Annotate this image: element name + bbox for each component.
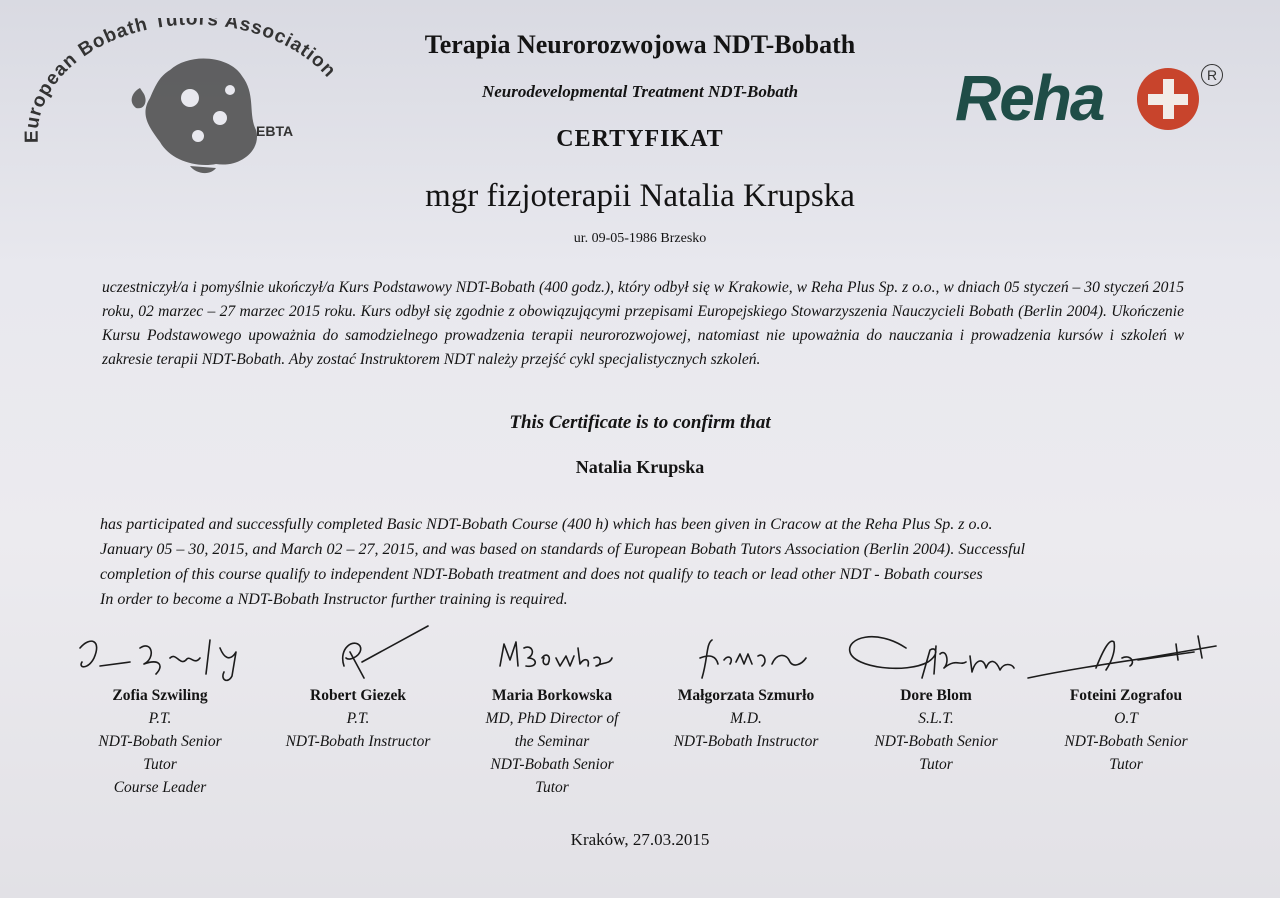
signatory-role: Tutor [1109, 756, 1143, 773]
signatory-role: the Seminar [514, 733, 590, 750]
place-and-date: Kraków, 27.03.2015 [570, 830, 710, 849]
logo-wordmark: Reha [955, 62, 1104, 134]
signatory-role: M.D. [730, 710, 762, 727]
confirm-heading: This Certificate is to confirm that [509, 412, 771, 433]
signatory-role: NDT-Bobath Instructor [285, 733, 431, 750]
signatory-name: Zofia Szwiling [112, 687, 208, 704]
body-en-line: has participated and successfully completed Basic NDT-Bobath Course (400 h) which has been given in Cracow at the Reha Plus Sp. z o.o. [100, 516, 993, 533]
signatory-name: Foteini Zografou [1069, 687, 1183, 704]
signatory-role: Tutor [919, 756, 953, 773]
signatory-role: Tutor [535, 779, 569, 796]
signatory-name: Robert Giezek [310, 687, 406, 704]
signatory-role: S.L.T. [918, 710, 954, 727]
signatory-block [826, 618, 1046, 776]
signatory-name: Małgorzata Szmurło [677, 687, 815, 704]
signatory-block [50, 618, 270, 799]
signatory-role: MD, PhD Director of [485, 710, 619, 727]
certificate-label: CERTYFIKAT [556, 126, 724, 152]
seal-emblem-icon [132, 59, 257, 174]
body-en-line: January 05 – 30, 2015, and March 02 – 27, 2015, and was based on standards of European Bobath Tutors Association (Berlin 2004). Successful [100, 541, 1026, 558]
seal-ring-text: European Bobath Tutors Association [21, 18, 341, 144]
seal-abbreviation: EBTA [256, 123, 294, 139]
certificate-title: Terapia Neurorozwojowa NDT-Bobath [424, 30, 856, 59]
signature-icon [1026, 618, 1226, 690]
body-en-line: In order to become a NDT-Bobath Instructor further training is required. [100, 591, 568, 608]
signature-icon [60, 618, 260, 690]
signature-icon [836, 618, 1036, 690]
signatory-role: P.T. [148, 710, 172, 727]
reha-plus-logo [955, 62, 1225, 142]
registered-mark: R [1201, 64, 1223, 86]
signatory-role: P.T. [346, 710, 370, 727]
signatory-name: Dore Blom [900, 687, 972, 704]
signatory-role: Course Leader [113, 779, 207, 796]
birth-info: ur. 09-05-1986 Brzesko [573, 231, 707, 246]
plus-circle-icon [1137, 68, 1199, 130]
signatory-block [442, 618, 662, 799]
signatory-role: NDT-Bobath Senior [490, 756, 614, 773]
signatory-block [636, 618, 856, 753]
body-en-line: completion of this course qualify to independent NDT-Bobath treatment and does not qualify to teach or lead other NDT - Bobath courses [100, 566, 983, 583]
certificate-body-english [100, 512, 1190, 612]
signatory-role: NDT-Bobath Instructor [673, 733, 819, 750]
signatory-block [1016, 618, 1236, 776]
signatory-role: Tutor [143, 756, 177, 773]
holder-full-name: mgr fizjoterapii Natalia Krupska [425, 178, 855, 214]
signatory-block [248, 618, 468, 753]
signatory-role: NDT-Bobath Senior [98, 733, 222, 750]
signature-icon [452, 618, 652, 690]
signatory-name: Maria Borkowska [491, 687, 613, 704]
signatory-role: NDT-Bobath Senior [874, 733, 998, 750]
certificate-body-polish: uczestniczył/a i pomyślnie ukończył/a Kurs Podstawowy NDT-Bobath (400 godz.), który odbył się w Krakowie, w Reha Plus Sp. z o.o., w dniach 05 styczeń – 30 styczeń 2015 roku, 02 marzec – 27 marzec 2015 roku. Kurs odbył się zgodnie z obowiązującymi przepisami Europejskiego Stowarzyszenia Nauczycieli Bobath (Berlin 2004). Ukończenie Kursu Podstawowego upoważnia do samodzielnego prowadzenia terapii neurorozwojowej, natomiast nie upoważnia do nauczania i prowadzenia kursów i szkoleń w zakresie terapii NDT-Bobath. Aby zostać Instruktorem NDT należy przejść cykl specjalistycznych szkoleń. [102, 279, 1184, 368]
certificate-subtitle: Neurodevelopmental Treatment NDT-Bobath [481, 82, 799, 101]
signatory-role: NDT-Bobath Senior [1064, 733, 1188, 750]
holder-name: Natalia Krupska [575, 457, 705, 477]
signature-icon [258, 618, 458, 690]
signature-icon [646, 618, 846, 690]
signatory-role: O.T [1114, 710, 1138, 727]
